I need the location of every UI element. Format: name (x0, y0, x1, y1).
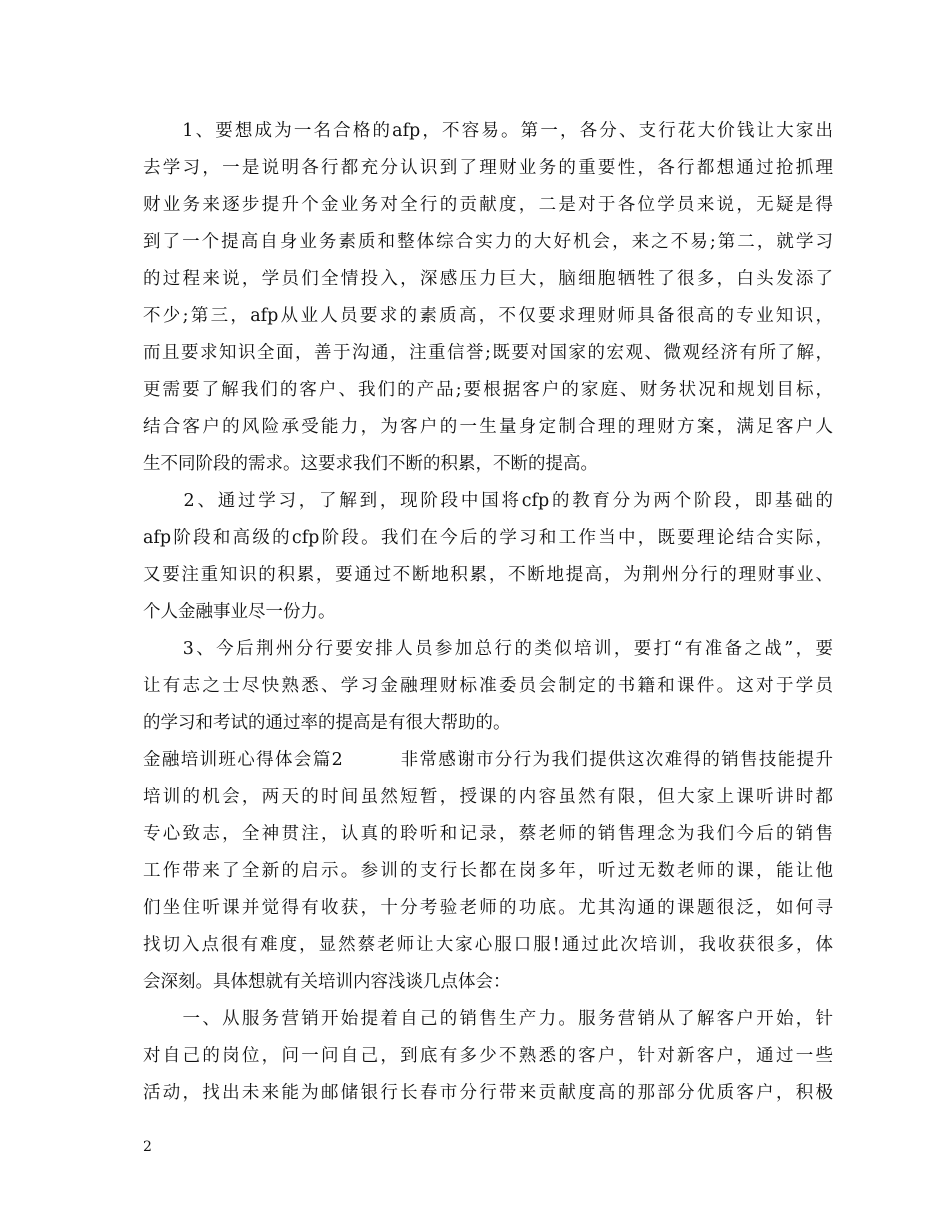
text-line: 活动，找出未来能为邮储银行长春市分行带来贡献度高的那部分优质客户，积极 (143, 1083, 833, 1103)
text-line: 财业务来逐步提升个金业务对全行的贡献度，二是对于各位学员来说，无疑是得 (143, 195, 833, 215)
text-line: 的学习和考试的通过率的提高是有很大帮助的。 (143, 713, 511, 733)
text-line: 去学习，一是说明各行都充分认识到了理财业务的重要性，各行都想通过抢抓理 (143, 158, 833, 178)
text-line: 们坐住听课并觉得有收获，十分考验老师的功底。尤其沟通的课题很泛，如何寻 (143, 898, 833, 918)
text-line: 而且要求知识全面，善于沟通，注重信誉;既要对国家的宏观、微观经济有所了解， (143, 343, 833, 363)
text-line: 金融培训班心得体会篇2 非常感谢市分行为我们提供这次难得的销售技能提升 (143, 750, 833, 770)
text-line: 一、从服务营销开始提着自己的销售生产力。服务营销从了解客户开始，针 (143, 1009, 833, 1029)
text-line: afp阶段和高级的cfp阶段。我们在今后的学习和工作当中，既要理论结合实际， (143, 528, 833, 548)
text-line: 对自己的岗位，问一问自己，到底有多少不熟悉的客户，针对新客户，通过一些 (143, 1046, 833, 1066)
text-line: 培训的机会，两天的时间虽然短暂，授课的内容虽然有限，但大家上课听讲时都 (143, 787, 833, 807)
text-line: 2、通过学习，了解到，现阶段中国将cfp的教育分为两个阶段，即基础的 (143, 491, 833, 511)
text-line: 3、今后荆州分行要安排人员参加总行的类似培训，要打“有准备之战”，要 (143, 639, 833, 659)
text-line: 不少;第三，afp从业人员要求的素质高，不仅要求理财师具备很高的专业知识， (143, 306, 833, 326)
text-line: 找切入点很有难度，显然蔡老师让大家心服口服!通过此次培训，我收获很多，体 (143, 935, 833, 955)
text-line: 1、要想成为一名合格的afp，不容易。第一，各分、支行花大价钱让大家出 (143, 121, 833, 141)
page-number: 2 (143, 1139, 152, 1155)
text-line: 会深刻。具体想就有关培训内容浅谈几点体会： (143, 972, 511, 992)
text-line: 结合客户的风险承受能力，为客户的一生量身定制合理的理财方案，满足客户人 (143, 417, 833, 437)
text-line: 的过程来说，学员们全情投入，深感压力巨大，脑细胞牺牲了很多，白头发添了 (143, 269, 833, 289)
text-line: 更需要了解我们的客户、我们的产品;要根据客户的家庭、财务状况和规划目标， (143, 380, 833, 400)
text-line: 个人金融事业尽一份力。 (143, 602, 336, 622)
text-line: 生不同阶段的需求。这要求我们不断的积累，不断的提高。 (143, 454, 598, 474)
text-line: 又要注重知识的积累，要通过不断地积累，不断地提高，为荆州分行的理财事业、 (143, 565, 833, 585)
text-line: 工作带来了全新的启示。参训的支行长都在岗多年，听过无数老师的课，能让他 (143, 861, 833, 881)
text-line: 专心致志，全神贯注，认真的聆听和记录，蔡老师的销售理念为我们今后的销售 (143, 824, 833, 844)
text-line: 到了一个提高自身业务素质和整体综合实力的大好机会，来之不易;第二，就学习 (143, 232, 833, 252)
text-line: 让有志之士尽快熟悉、学习金融理财标准委员会制定的书籍和课件。这对于学员 (143, 676, 833, 696)
